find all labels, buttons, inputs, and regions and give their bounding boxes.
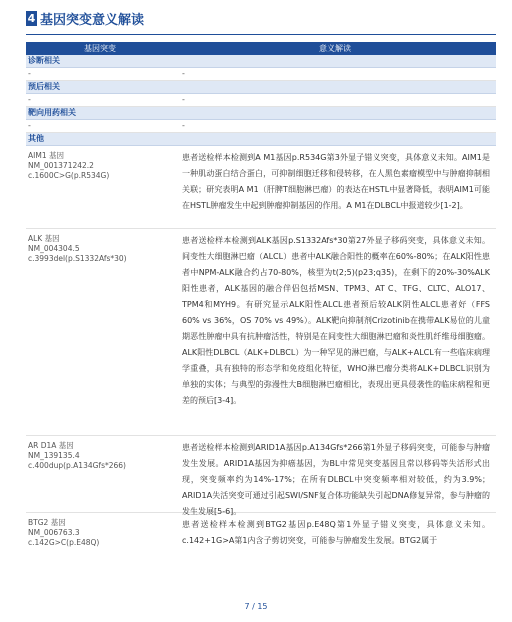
cell-gene [26, 513, 176, 553]
section-heading: 基因突变意义解读 [40, 12, 145, 28]
table-row [26, 513, 496, 553]
cell-gene: - [28, 69, 31, 78]
cell-interpretation: - [182, 69, 185, 78]
cell-interpretation: - [182, 95, 185, 104]
cell-interpretation: - [182, 121, 185, 130]
cell-interpretation: 患者送检样本检测到ARID1A基因p.A134Gfs*266第1外显子移码突变，可能参与肿瘤发生发展。ARID1A基因为抑癌基因，为BL中常见突变基因且常以移码等失活形式出现，突变频率约为14%-17%；在所有DLBCL中突变频率相对较低，约为3.9%；ARID1A失活突变可通过引起SWI/SNF复合体功能缺失引起DNA修复异常，参与肿瘤的发生发展[5-6]。 [182, 443, 490, 516]
category-other: 其他 [26, 133, 496, 146]
gene-variant: c.142G>C(p.E48Q) [28, 538, 100, 547]
gene-transcript: NM_001371242.2 [28, 161, 94, 170]
cell-gene: - [28, 95, 31, 104]
header-gene-mutation: 基因突变 [84, 44, 116, 53]
cell-interpretation: 患者送检样本检测到ALK基因p.S1332Afs*30第27外显子移码突变，具体意义未知。间变性大细胞淋巴瘤（ALCL）患者中ALK融合阳性的概率在60%-80%；在ALK阳性患者中NPM-ALK融合约占70-80%，核型为t(2;5)(p23;q35)，在剩下的20%-30%ALK阳性患者，ALK基因的融合伴侣包括MSN、TPM3、AT C、TFG、CLTC、ALO17、TPM4和MYH9。有研究显示ALK阳性ALCL患者预后较ALK阴性ALCL患者好（FFS 60% vs 36%，OS 70% vs 49%）。ALK靶向抑制剂Crizotinib在携带ALK易位的儿童期恶性肿瘤中具有抗肿瘤活性，特别是在间变性大细胞淋巴瘤和炎性肌纤维母细胞瘤。ALK阳性DLBCL（ALK+DLBCL）为一种罕见的淋巴瘤，与ALK+ALCL有一些临床病理学重叠，具有独特的形态学和免疫组化特征，WHO淋巴瘤分类将ALK+DLBCL识别为单独的实体；与典型的弥漫性大B细胞淋巴瘤相比，表现出更具侵袭性的临床病程和更差的预后[3-4]。 [182, 236, 490, 405]
table-header [26, 42, 496, 55]
gene-variant: c.1600C>G(p.R534G) [28, 171, 110, 180]
interpretation-table [26, 42, 496, 553]
header-interpretation: 意义解读 [319, 44, 351, 53]
gene-transcript: NM_139135.4 [28, 451, 80, 460]
gene-name: ALK 基因 [28, 234, 60, 243]
cell-gene [26, 229, 176, 435]
section-divider [26, 34, 496, 35]
section-title [26, 8, 144, 28]
gene-name: AR D1A 基因 [28, 441, 74, 450]
gene-variant: c.3993del(p.S1332Afs*30) [28, 254, 127, 263]
table-row [26, 436, 496, 516]
gene-transcript: NM_006763.3 [28, 528, 80, 537]
table-row [26, 229, 496, 436]
table-row [26, 68, 496, 81]
gene-variant: c.400dup(p.A134Gfs*266) [28, 461, 126, 470]
table-row [26, 94, 496, 107]
table-row [26, 146, 496, 229]
gene-name: BTG2 基因 [28, 518, 66, 527]
table-row [26, 120, 496, 133]
cell-gene: - [28, 121, 31, 130]
gene-transcript: NM_004304.5 [28, 244, 80, 253]
category-diagnosis: 诊断相关 [26, 55, 496, 68]
category-targeted-therapy: 靶向用药相关 [26, 107, 496, 120]
page-number: 7 / 15 [244, 602, 268, 611]
cell-interpretation: 患者送检样本检测到A M1基因p.R534G第3外显子错义突变，具体意义未知。AIM1是一种肌动蛋白结合蛋白，可抑制细胞迁移和侵转移，在人黑色素瘤模型中与肿瘤抑制相关联；研究表明A M1（肝脾T细胞淋巴瘤）的表达在HSTL中显著降低，表明AIM1可能在HSTL肿瘤发生中起到肿瘤抑制基因的作用。A M1在DLBCL中报道较少[1-2]。 [182, 153, 490, 210]
cell-gene [26, 146, 176, 228]
cell-interpretation: 患者送检样本检测到BTG2基因p.E48Q第1外显子错义突变，具体意义未知。c.142+1G>A第1内含子剪切突变，可能参与肿瘤发生发展。BTG2属于 [182, 520, 490, 545]
category-prognosis: 预后相关 [26, 81, 496, 94]
cell-gene [26, 436, 176, 512]
gene-name: AIM1 基因 [28, 151, 64, 160]
section-number-badge: 4 [27, 11, 36, 25]
